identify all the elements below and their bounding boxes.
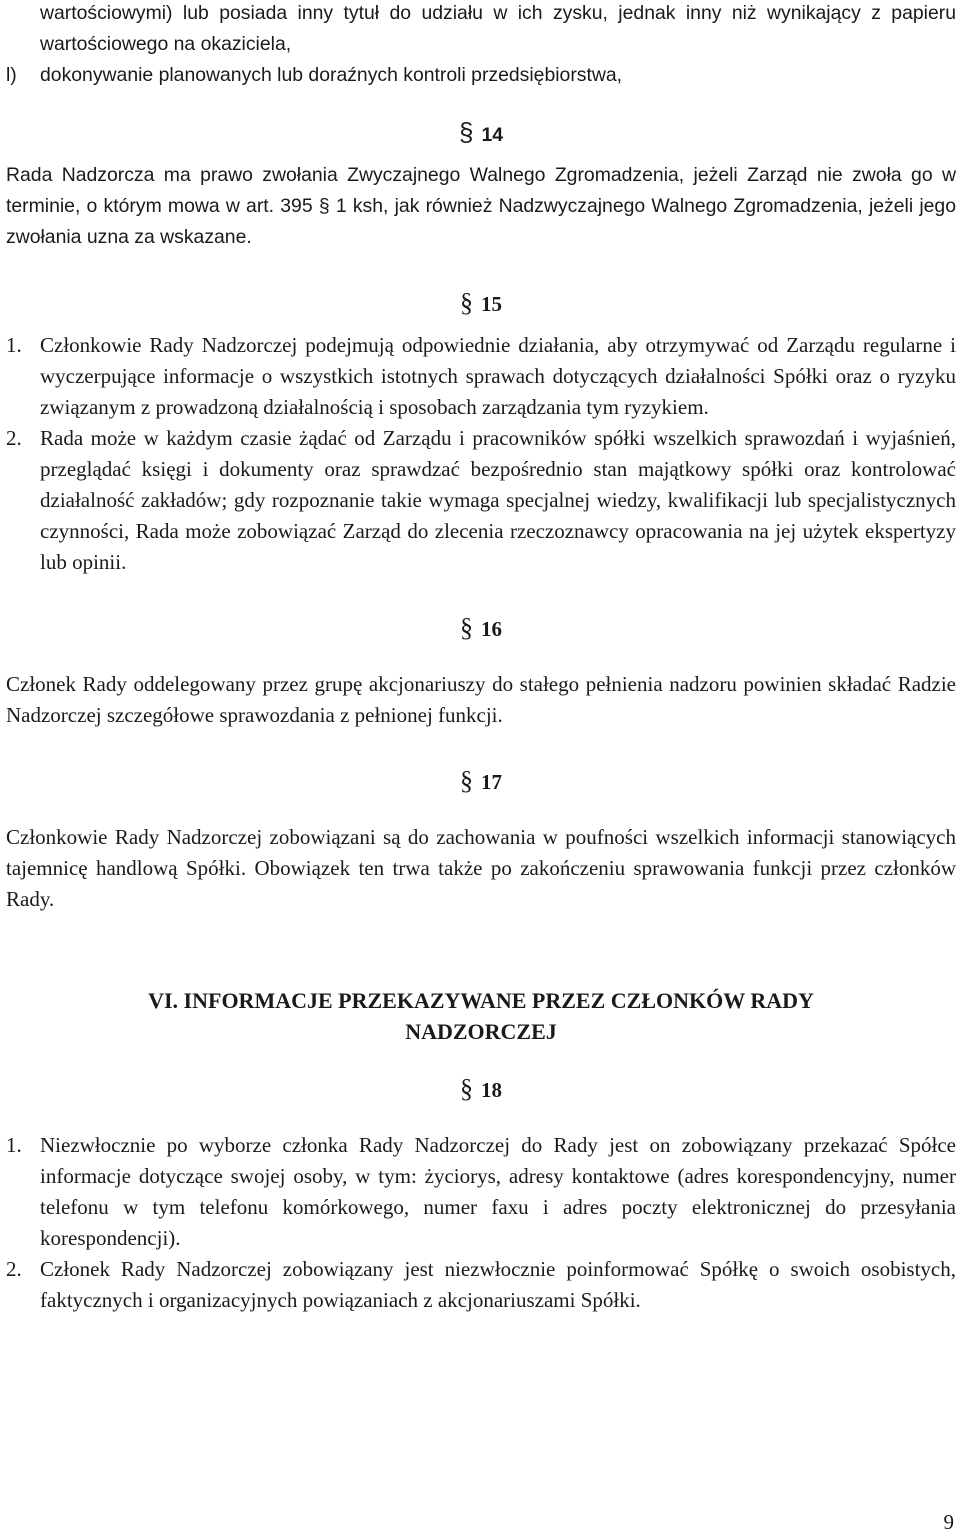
section-heading-14 (6, 117, 956, 148)
section-15-item-2 (6, 423, 956, 578)
list-marker: 2. (6, 1257, 22, 1281)
section-number: 18 (481, 1078, 502, 1102)
continuation-text: wartościowymi) lub posiada inny tytuł do udziału w ich zysku, jednak inny niż wynikający z papieru wartościowego na okaziciela, (40, 2, 956, 55)
section-symbol: § (458, 117, 474, 147)
list-marker: l) (6, 64, 17, 86)
list-marker: 1. (6, 1133, 22, 1157)
section-heading-18 (6, 1073, 956, 1104)
section-symbol: § (460, 1074, 473, 1103)
list-item-l (6, 60, 956, 91)
section-heading-15 (6, 287, 956, 318)
section-15-item-1 (6, 330, 956, 423)
chapter-heading-line2: NADZORCZEJ (405, 1019, 557, 1044)
list-item-text: Rada może w każdym czasie żądać od Zarządu i pracowników spółki wszelkich sprawozdań i wyjaśnień, przeglądać księgi i dokumenty oraz sprawdzać bezpośrednio stan majątkowy spółki oraz kontrolować działalność zakładów; gdy rozpoznanie takie wymaga specjalnej wiedzy, kwalifikacji lub specjalistycznych czynności, Rada może zobowiązać Zarząd do zlecenia rzeczoznawcy opracowania na jej użytek ekspertyzy lub opinii. (40, 426, 956, 574)
section-14-text-part1: Rada Nadzorcza ma prawo zwołania Zwyczajnego Walnego Zgromadzenia, jeżeli Zarząd nie zwoła go w terminie, o którym mowa w art. 395 (6, 164, 956, 217)
section-14-text (6, 160, 956, 253)
list-item-text: Niezwłocznie po wyborze członka Rady Nadzorczej do Rady jest on zobowiązany przekazać Spółce informacje dotyczące swojej osoby, w tym: życiorys, adresy kontaktowe (adres korespondencyjny, numer telefonu w tym telefonu komórkowego, numer faxu i adres poczty elektronicznej do przesyłania korespondencji). (40, 1133, 956, 1250)
section-number: 15 (481, 292, 502, 316)
list-item-text: dokonywanie planowanych lub doraźnych kontroli przedsiębiorstwa, (40, 64, 623, 86)
list-marker: 2. (6, 426, 22, 450)
section-16-text: Członek Rady oddelegowany przez grupę akcjonariuszy do stałego pełnienia nadzoru powinien składać Radzie Nadzorczej szczegółowe sprawozdania z pełnionej funkcji. (6, 672, 956, 727)
section-symbol: § (460, 288, 473, 317)
list-marker: 1. (6, 333, 22, 357)
section-heading-17 (6, 765, 956, 796)
section-17-text: Członkowie Rady Nadzorczej zobowiązani są do zachowania w poufności wszelkich informacji stanowiących tajemnicę handlową Spółki. Obowiązek ten trwa także po zakończeniu sprawowania funkcji przez członków Rady. (6, 825, 956, 911)
page-number: 9 (943, 1510, 954, 1534)
section-number: 14 (481, 124, 504, 146)
section-14-text-part2: 1 ksh, jak również Nadzwyczajnego Walnego Zgromadzenia, jeżeli jego zwołania uzna za wskazane. (6, 195, 957, 248)
section-18-item-1 (6, 1130, 956, 1254)
section-symbol-inline: § (318, 195, 330, 217)
section-number: 16 (481, 617, 502, 641)
section-18-item-2 (6, 1254, 956, 1316)
section-symbol: § (460, 766, 473, 795)
chapter-heading-line1: VI. INFORMACJE PRZEKAZYWANE PRZEZ CZŁONKÓW RADY (148, 988, 814, 1013)
section-heading-16 (6, 612, 956, 643)
document-page (6, 0, 956, 1316)
section-number: 17 (481, 770, 502, 794)
section-symbol: § (460, 613, 473, 642)
list-item-text: Członek Rady Nadzorczej zobowiązany jest niezwłocznie poinformować Spółkę o swoich osobistych, faktycznych i organizacyjnych powiązaniach z akcjonariuszami Spółki. (40, 1257, 956, 1312)
list-item-text: Członkowie Rady Nadzorczej podejmują odpowiednie działania, aby otrzymywać od Zarządu regularne i wyczerpujące informacje o wszystkich istotnych sprawach dotyczących działalności Spółki oraz o ryzyku związanym z prowadzoną działalnością i sposobach zarządzania tym ryzykiem. (40, 333, 956, 419)
